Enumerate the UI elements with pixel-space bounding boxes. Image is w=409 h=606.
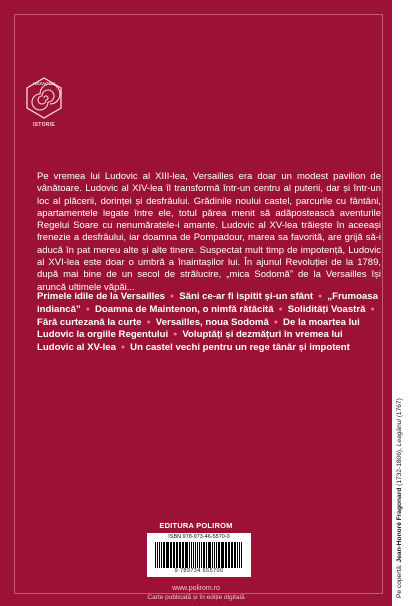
- barcode-bar: [231, 542, 232, 568]
- publisher-website: www.polirom.ro: [172, 585, 220, 592]
- bullet-icon: ●: [173, 331, 178, 339]
- logo-bottom-text: ISTORIE: [32, 122, 55, 128]
- barcode-bar: [171, 542, 172, 568]
- credit-dates: (1732-1806),: [396, 446, 403, 488]
- barcode-bar: [232, 542, 233, 568]
- barcode-digits: 9 789734 655700: [174, 568, 224, 574]
- barcode-bar: [209, 542, 210, 568]
- bullet-icon: ●: [318, 293, 323, 300]
- barcode-bar: [214, 542, 215, 568]
- barcode-bars: [155, 542, 243, 568]
- barcode-bar: [161, 542, 162, 568]
- barcode-bar: [163, 542, 165, 568]
- barcode-bar: [159, 542, 160, 568]
- chapter-title: Doamna de Maintenon, o nimfă rătăcită: [94, 303, 274, 315]
- isbn-text: ISBN 978-973-46-5570-0: [168, 534, 230, 540]
- barcode-bar: [185, 542, 186, 568]
- chapter-title: Voluptăți și dezmățuri în vremea lui Ludovic al XV-lea: [37, 329, 343, 354]
- barcode-bar: [189, 542, 190, 568]
- collection-logo: [23, 76, 65, 134]
- barcode-bar: [166, 542, 167, 568]
- chapter-title: „Frumoasa indiancă”: [37, 291, 378, 315]
- publisher-name: EDITURA POLIROM: [159, 521, 233, 530]
- barcode-bar: [182, 542, 183, 568]
- barcode-bar: [218, 542, 220, 568]
- bullet-icon: ●: [278, 305, 283, 313]
- credit-work: Leagănul: [396, 419, 403, 447]
- chapter-title: Versailles, noua Sodomă: [155, 316, 269, 328]
- barcode-bar: [225, 542, 226, 568]
- barcode-bar: [197, 542, 198, 568]
- chapter-title: Solidități Voastră: [287, 303, 366, 315]
- bullet-icon: ●: [170, 293, 175, 300]
- chapter-title: Fără curtezană la curte: [37, 316, 142, 328]
- barcode-bar: [222, 542, 223, 568]
- barcode-bar: [201, 542, 202, 568]
- barcode-bar: [226, 542, 227, 568]
- chapter-title: Primele idile de la Versailles: [37, 291, 165, 302]
- barcode-bar: [239, 542, 240, 568]
- barcode-bar: [186, 542, 188, 568]
- barcode-bar: [195, 542, 196, 568]
- barcode-bar: [228, 542, 229, 568]
- barcode-bar: [237, 542, 238, 568]
- barcode-bar: [173, 542, 174, 568]
- barcode-bar: [234, 542, 236, 568]
- barcode-bar: [180, 542, 181, 568]
- barcode-bar: [155, 542, 156, 568]
- logo-top-text: HEXAGON: [33, 81, 55, 86]
- bullet-icon: ●: [120, 344, 126, 352]
- bullet-icon: ●: [273, 318, 279, 326]
- barcode-bar: [199, 542, 200, 568]
- chapter-title: De la moartea lui Ludovic la orgiile Regentului: [37, 316, 360, 341]
- barcode-bar: [241, 542, 242, 568]
- barcode-bar: [179, 542, 180, 568]
- credit-artist: Jean-Honoré Fragonard: [396, 487, 403, 563]
- bullet-icon: ●: [146, 318, 151, 326]
- credit-year: (1767): [396, 398, 403, 420]
- bullet-icon: ●: [85, 305, 90, 313]
- spiral-hexagon-icon: [23, 76, 65, 120]
- chapter-list: [37, 291, 381, 355]
- chapter-title: Săni ce-ar fi ispitit și-un sfânt: [179, 291, 314, 302]
- barcode-bar: [216, 542, 217, 568]
- barcode-bar: [167, 542, 168, 568]
- barcode-bar: [221, 542, 222, 568]
- digital-edition-tagline: Carte publicată și în ediție digitală: [147, 594, 245, 601]
- bullet-icon: ●: [370, 305, 375, 313]
- cover-credit: [396, 8, 403, 598]
- barcode-bar: [176, 542, 178, 568]
- book-description: Pe vremea lui Ludovic al XIII-lea, Versailles era doar un modest pavilion de vânătoare. Ludovic al XIV-lea îl transformă într-un centru al puterii, dar și într-un loc al plăcerii, dorinței și desfrâului. Grădinile noului castel, parcurile cu fântâni, apartamentele legate între ele, totul părea menit să adăpostească aventurile Regelui Soare cu nenumăratele-i amante. Ludovic al XV-lea trăiește în aceeași frenezie a desfrâului, iar doamna de Pompadour, marea sa favorită, are grijă să-i aducă în pat mereu alte și alte tinere. Suspectat mult timp de impotență, Ludovic al XVI-lea este doar o umbră a înaintașilor lui. În ajunul Revoluției de la 1789, după mai bine de un secol de strălucire, „mica Sodomă” de la Versailles își aruncă ultimele văpăi...: [37, 171, 381, 293]
- credit-prefix: Pe copertă:: [396, 562, 403, 598]
- barcode-bar: [157, 542, 158, 568]
- chapter-title: Un castel vechi pentru un rege tânăr și impotent: [130, 342, 350, 354]
- barcode-bar: [191, 542, 192, 568]
- barcode-bar: [203, 542, 205, 568]
- barcode-bar: [208, 542, 209, 568]
- barcode-bar: [206, 542, 207, 568]
- barcode-bar: [193, 542, 194, 568]
- barcode-bar: [212, 542, 213, 568]
- isbn-barcode: [147, 533, 251, 577]
- barcode-bar: [170, 542, 171, 568]
